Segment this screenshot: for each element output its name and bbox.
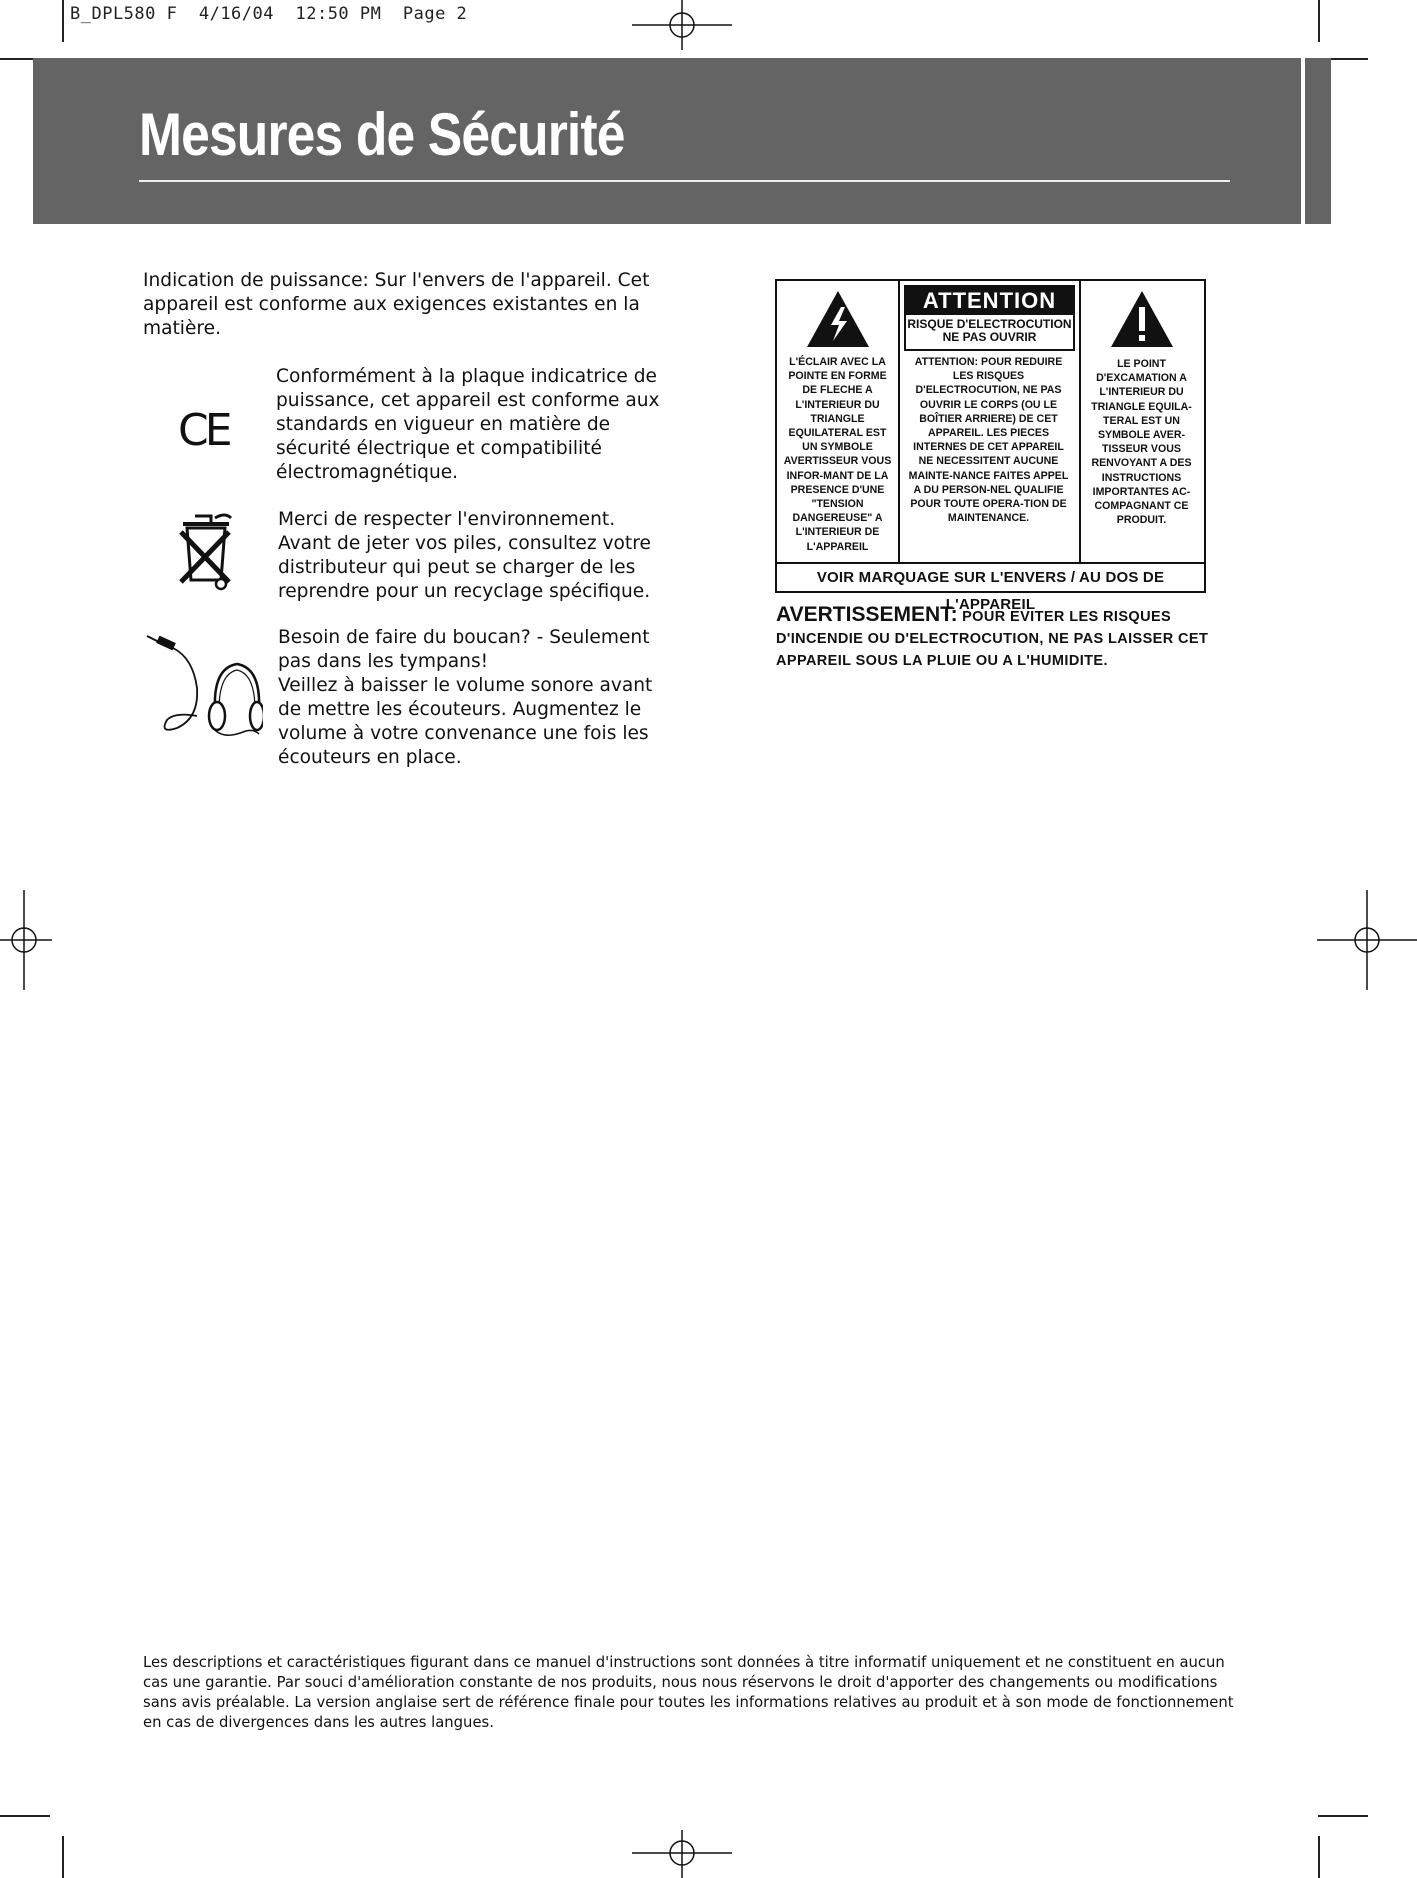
attention-header bbox=[904, 285, 1075, 351]
attention-subtitle-2: NE PAS OUVRIR bbox=[942, 330, 1037, 344]
power-indication-text: Indication de puissance: Sur l'envers de l'appareil. Cet appareil est conforme aux exigences existantes en la matière. bbox=[143, 270, 650, 339]
lightning-explanation: L'ÉCLAIR AVEC LA POINTE EN FORME DE FLECHE A L'INTERIEUR DU TRIANGLE EQUILATERAL EST UN SYMBOLE AVERTISSEUR VOUS INFOR-MANT DE LA PRESENCE D'UNE "TENSION DANGEREUSE" A L'INTERIEUR DE L'APPAREIL bbox=[783, 356, 892, 553]
exclamation-explanation: LE POINT D'EXCAMATION A L'INTERIEUR DU TRIANGLE EQUILA-TERAL EST UN SYMBOLE AVER-TISSEUR VOUS RENVOYANT A DES INSTRUCTIONS IMPORTANTES AC-COMPAGNANT CE PRODUIT. bbox=[1091, 358, 1192, 527]
page-title: Mesures de Sécurité bbox=[139, 101, 625, 168]
environment-line-1: Merci de respecter l'environnement. bbox=[278, 509, 616, 530]
warning-text: POUR EVITER LES RISQUES D'INCENDIE OU D'ELECTROCUTION, NE PAS LAISSER CET APPAREIL SOUS LA PLUIE OU A L'HUMIDITE. bbox=[776, 609, 1209, 669]
environment-text bbox=[278, 508, 678, 604]
side-tab bbox=[1305, 58, 1331, 224]
slug-date: 4/16/04 bbox=[198, 4, 274, 24]
slug-time: 12:50 PM bbox=[295, 4, 382, 24]
registration-mark-icon bbox=[632, 0, 732, 50]
headphones-text bbox=[278, 626, 678, 770]
attention-title: ATTENTION bbox=[906, 287, 1073, 315]
slug-job: B_DPL580 F bbox=[70, 4, 178, 24]
exclamation-column bbox=[1081, 281, 1204, 562]
headphones-icon bbox=[143, 628, 263, 738]
fire-warning bbox=[776, 604, 1216, 672]
safety-warning-label bbox=[775, 279, 1206, 613]
crossed-out-bin-icon bbox=[175, 510, 237, 592]
registration-mark-icon bbox=[632, 1830, 732, 1878]
exclamation-triangle-icon bbox=[1109, 289, 1175, 349]
label-footer: VOIR MARQUAGE SUR L'ENVERS / AU DOS DE L'APPAREIL bbox=[777, 562, 1204, 591]
printer-slug bbox=[70, 4, 467, 24]
ce-conformity-text: Conformément à la plaque indicatrice de puissance, cet appareil est conforme aux standards en vigueur en matière de sécurité électrique et compatibilité électromagnétique. bbox=[276, 366, 660, 483]
lightning-column bbox=[777, 281, 900, 562]
disclaimer-text: Les descriptions et caractéristiques figurant dans ce manuel d'instructions sont données à titre informatif uniquement et ne constituent en aucun cas une garantie. Par souci d'amélioration constante de nos produits, nous nous réservons le droit d'apporter des changements ou modifications sans avis préalable. La version anglaise sert de référence finale pour toutes les informations relatives au produit et à son mode de fonctionnement en cas de divergences dans les autres langues. bbox=[143, 1654, 1234, 1731]
lightning-triangle-icon bbox=[805, 289, 871, 349]
warning-label: AVERTISSEMENT: bbox=[776, 603, 958, 626]
registration-mark-icon bbox=[1317, 890, 1417, 990]
title-underline bbox=[139, 180, 1230, 182]
slug-page: Page 2 bbox=[402, 4, 468, 24]
registration-mark-icon bbox=[0, 890, 52, 990]
attention-subtitle-1: RISQUE D'ELECTROCUTION bbox=[907, 317, 1072, 331]
attention-explanation: ATTENTION: POUR REDUIRE LES RISQUES D'ELECTROCUTION, NE PAS OUVRIR LE CORPS (OU LE BOÎTIER ARRIERE) DE CET APPAREIL. LES PIECES INTERNES DE CET APPAREIL NE NECESSITENT AUCUNE MAINTE-NANCE FAITES APPEL A DU PERSON-NEL QUALIFIE POUR TOUTE OPERA-TION DE MAINTENANCE. bbox=[908, 356, 1069, 525]
headphones-line-2: Veillez à baisser le volume sonore avant de mettre les écouteurs. Augmentez le volume à votre convenance une fois les écouteurs en place. bbox=[278, 675, 653, 768]
headphones-line-1: Besoin de faire du boucan? - Seulement pas dans les tympans! bbox=[278, 627, 650, 672]
environment-line-2: Avant de jeter vos piles, consultez votre distributeur qui peut se charger de les reprendre pour un recyclage spécifique. bbox=[278, 533, 651, 602]
attention-column bbox=[900, 281, 1081, 562]
ce-mark-icon: CE bbox=[178, 405, 229, 456]
